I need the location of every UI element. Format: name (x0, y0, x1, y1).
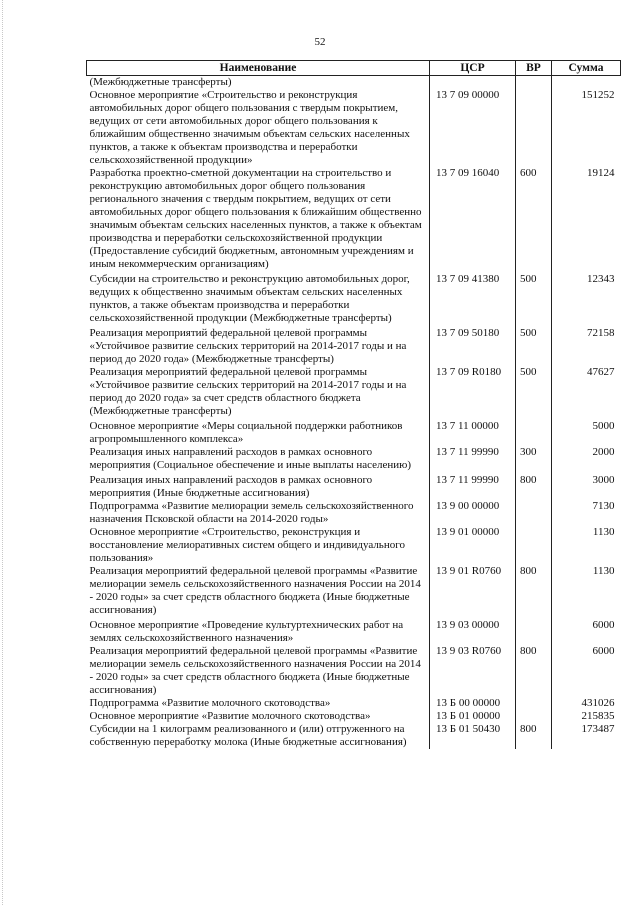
row-csr: 13 7 11 99990 (430, 472, 516, 500)
table-row (87, 472, 621, 500)
row-name: Основное мероприятие «Проведение культуртехнических работ на землях сельскохозяйственного назначения» (87, 617, 430, 645)
row-vr: 800 (516, 723, 552, 749)
row-name: Основное мероприятие «Строительство и реконструкция автомобильных дорог общего пользования с твердым покрытием, ведущих от сети автомобильных дорог общего пользования к ближайшим общественно значимым объектам сельских населенных пунктов, а также к объектам производства и переработки сельскохозяйственной продукции» (87, 89, 430, 167)
row-vr (516, 500, 552, 526)
table-row (87, 366, 621, 418)
table-row (87, 271, 621, 325)
row-sum: 431026 (581, 697, 615, 709)
row-csr: 13 Б 00 00000 (430, 697, 516, 710)
table-row (87, 723, 621, 749)
row-vr (516, 418, 552, 446)
page-number: 52 (314, 36, 326, 48)
row-csr: 13 7 11 99990 (430, 446, 516, 472)
row-sum: 215835 (581, 710, 615, 722)
row-name: Реализация мероприятий федеральной целевой программы «Развитие мелиорации земель сельскохозяйственного назначения России на 2014 - 2020 годы» за счет средств областного бюджета (Иные бюджетные ассигнования) (87, 645, 430, 697)
row-name: Основное мероприятие «Меры социальной поддержки работников агропромышленного комплекса» (87, 418, 430, 446)
row-vr (516, 89, 552, 167)
row-name: (Межбюджетные трансферты) (87, 76, 430, 90)
row-csr: 13 7 09 50180 (430, 325, 516, 366)
row-sum: 72158 (587, 327, 615, 339)
row-vr (516, 617, 552, 645)
row-csr: 13 9 00 00000 (430, 500, 516, 526)
table-row (87, 526, 621, 565)
row-csr: 13 Б 01 00000 (430, 710, 516, 723)
row-sum: 47627 (587, 366, 615, 378)
table-row (87, 710, 621, 723)
row-vr: 800 (516, 472, 552, 500)
row-csr: 13 Б 01 50430 (430, 723, 516, 749)
row-csr: 13 9 03 00000 (430, 617, 516, 645)
table-row (87, 76, 621, 90)
table-row (87, 565, 621, 617)
table-row (87, 617, 621, 645)
header-vr: ВР (516, 61, 552, 76)
row-name: Субсидии на строительство и реконструкцию автомобильных дорог, ведущих к общественно значимым объектам сельских населенных пунктов, а также объектам производства и переработки сельскохозяйственной продукции (Межбюджетные трансферты) (87, 271, 430, 325)
row-vr: 800 (516, 565, 552, 617)
table-row (87, 697, 621, 710)
table-row (87, 89, 621, 167)
row-vr: 500 (516, 325, 552, 366)
row-name: Подпрограмма «Развитие молочного скотоводства» (87, 697, 430, 710)
table-row (87, 325, 621, 366)
table-row (87, 167, 621, 271)
table-row (87, 418, 621, 446)
header-csr: ЦСР (430, 61, 516, 76)
row-csr: 13 9 01 00000 (430, 526, 516, 565)
header-sum: Сумма (552, 61, 621, 76)
row-sum (552, 76, 621, 90)
row-sum: 173487 (581, 723, 615, 735)
row-name: Реализация иных направлений расходов в рамках основного мероприятия (Социальное обеспечение и иные выплаты населению) (87, 446, 430, 472)
row-vr (516, 76, 552, 90)
row-csr: 13 7 09 00000 (430, 89, 516, 167)
row-sum: 2000 (592, 446, 615, 458)
row-csr: 13 7 09 41380 (430, 271, 516, 325)
header-name: Наименование (87, 61, 430, 76)
row-name: Субсидии на 1 килограмм реализованного и (или) отгруженного на собственную переработку молока (Иные бюджетные ассигнования) (87, 723, 430, 749)
row-csr (430, 76, 516, 90)
row-sum: 19124 (587, 167, 615, 179)
row-vr: 300 (516, 446, 552, 472)
row-vr: 500 (516, 366, 552, 418)
row-sum: 6000 (592, 619, 615, 631)
row-name: Реализация иных направлений расходов в рамках основного мероприятия (Иные бюджетные ассигнования) (87, 472, 430, 500)
row-name: Реализация мероприятий федеральной целевой программы «Устойчивое развитие сельских территорий на 2014-2017 годы и на период до 2020 года» за счет средств областного бюджета (Межбюджетные трансферты) (87, 366, 430, 418)
row-name: Разработка проектно-сметной документации на строительство и реконструкцию автомобильных дорог общего пользования регионального значения с твердым покрытием, ведущих от сети автомобильных дорог общего пользования к ближайшим общественно значимым объектам сельских населенных пунктов, а также к объектам производства и переработки сельскохозяйственной продукции (Предоставление субсидий бюджетным, автономным учреждениям и иным некоммерческим организациям) (87, 167, 430, 271)
row-sum: 12343 (587, 273, 615, 285)
row-vr (516, 526, 552, 565)
table-row (87, 500, 621, 526)
row-csr: 13 7 11 00000 (430, 418, 516, 446)
row-sum: 1130 (592, 526, 615, 538)
row-csr: 13 7 09 16040 (430, 167, 516, 271)
row-name: Реализация мероприятий федеральной целевой программы «Развитие мелиорации земель сельскохозяйственного назначения России на 2014 - 2020 годы» за счет средств областного бюджета (Иные бюджетные ассигнования) (87, 565, 430, 617)
row-csr: 13 9 03 R0760 (430, 645, 516, 697)
scan-edge-mark (2, 0, 7, 905)
row-name: Основное мероприятие «Строительство, реконструкция и восстановление мелиоративных систем общего и индивидуального пользования» (87, 526, 430, 565)
row-sum: 151252 (581, 89, 615, 101)
row-vr (516, 710, 552, 723)
row-csr: 13 7 09 R0180 (430, 366, 516, 418)
row-name: Реализация мероприятий федеральной целевой программы «Устойчивое развитие сельских территорий на 2014-2017 годы и на период до 2020 года» (Межбюджетные трансферты) (87, 325, 430, 366)
row-name: Подпрограмма «Развитие мелиорации земель сельскохозяйственного назначения Псковской области на 2014-2020 годы» (87, 500, 430, 526)
row-name: Основное мероприятие «Развитие молочного скотоводства» (87, 710, 430, 723)
budget-table (86, 60, 621, 749)
row-csr: 13 9 01 R0760 (430, 565, 516, 617)
table-row (87, 645, 621, 697)
row-vr: 600 (516, 167, 552, 271)
row-sum: 6000 (592, 645, 615, 657)
row-sum: 5000 (592, 420, 615, 432)
row-vr: 500 (516, 271, 552, 325)
row-vr (516, 697, 552, 710)
table-row (87, 446, 621, 472)
row-sum: 7130 (592, 500, 615, 512)
table-header-row (87, 61, 621, 76)
row-sum: 3000 (592, 474, 615, 486)
row-vr: 800 (516, 645, 552, 697)
row-sum: 1130 (592, 565, 615, 577)
